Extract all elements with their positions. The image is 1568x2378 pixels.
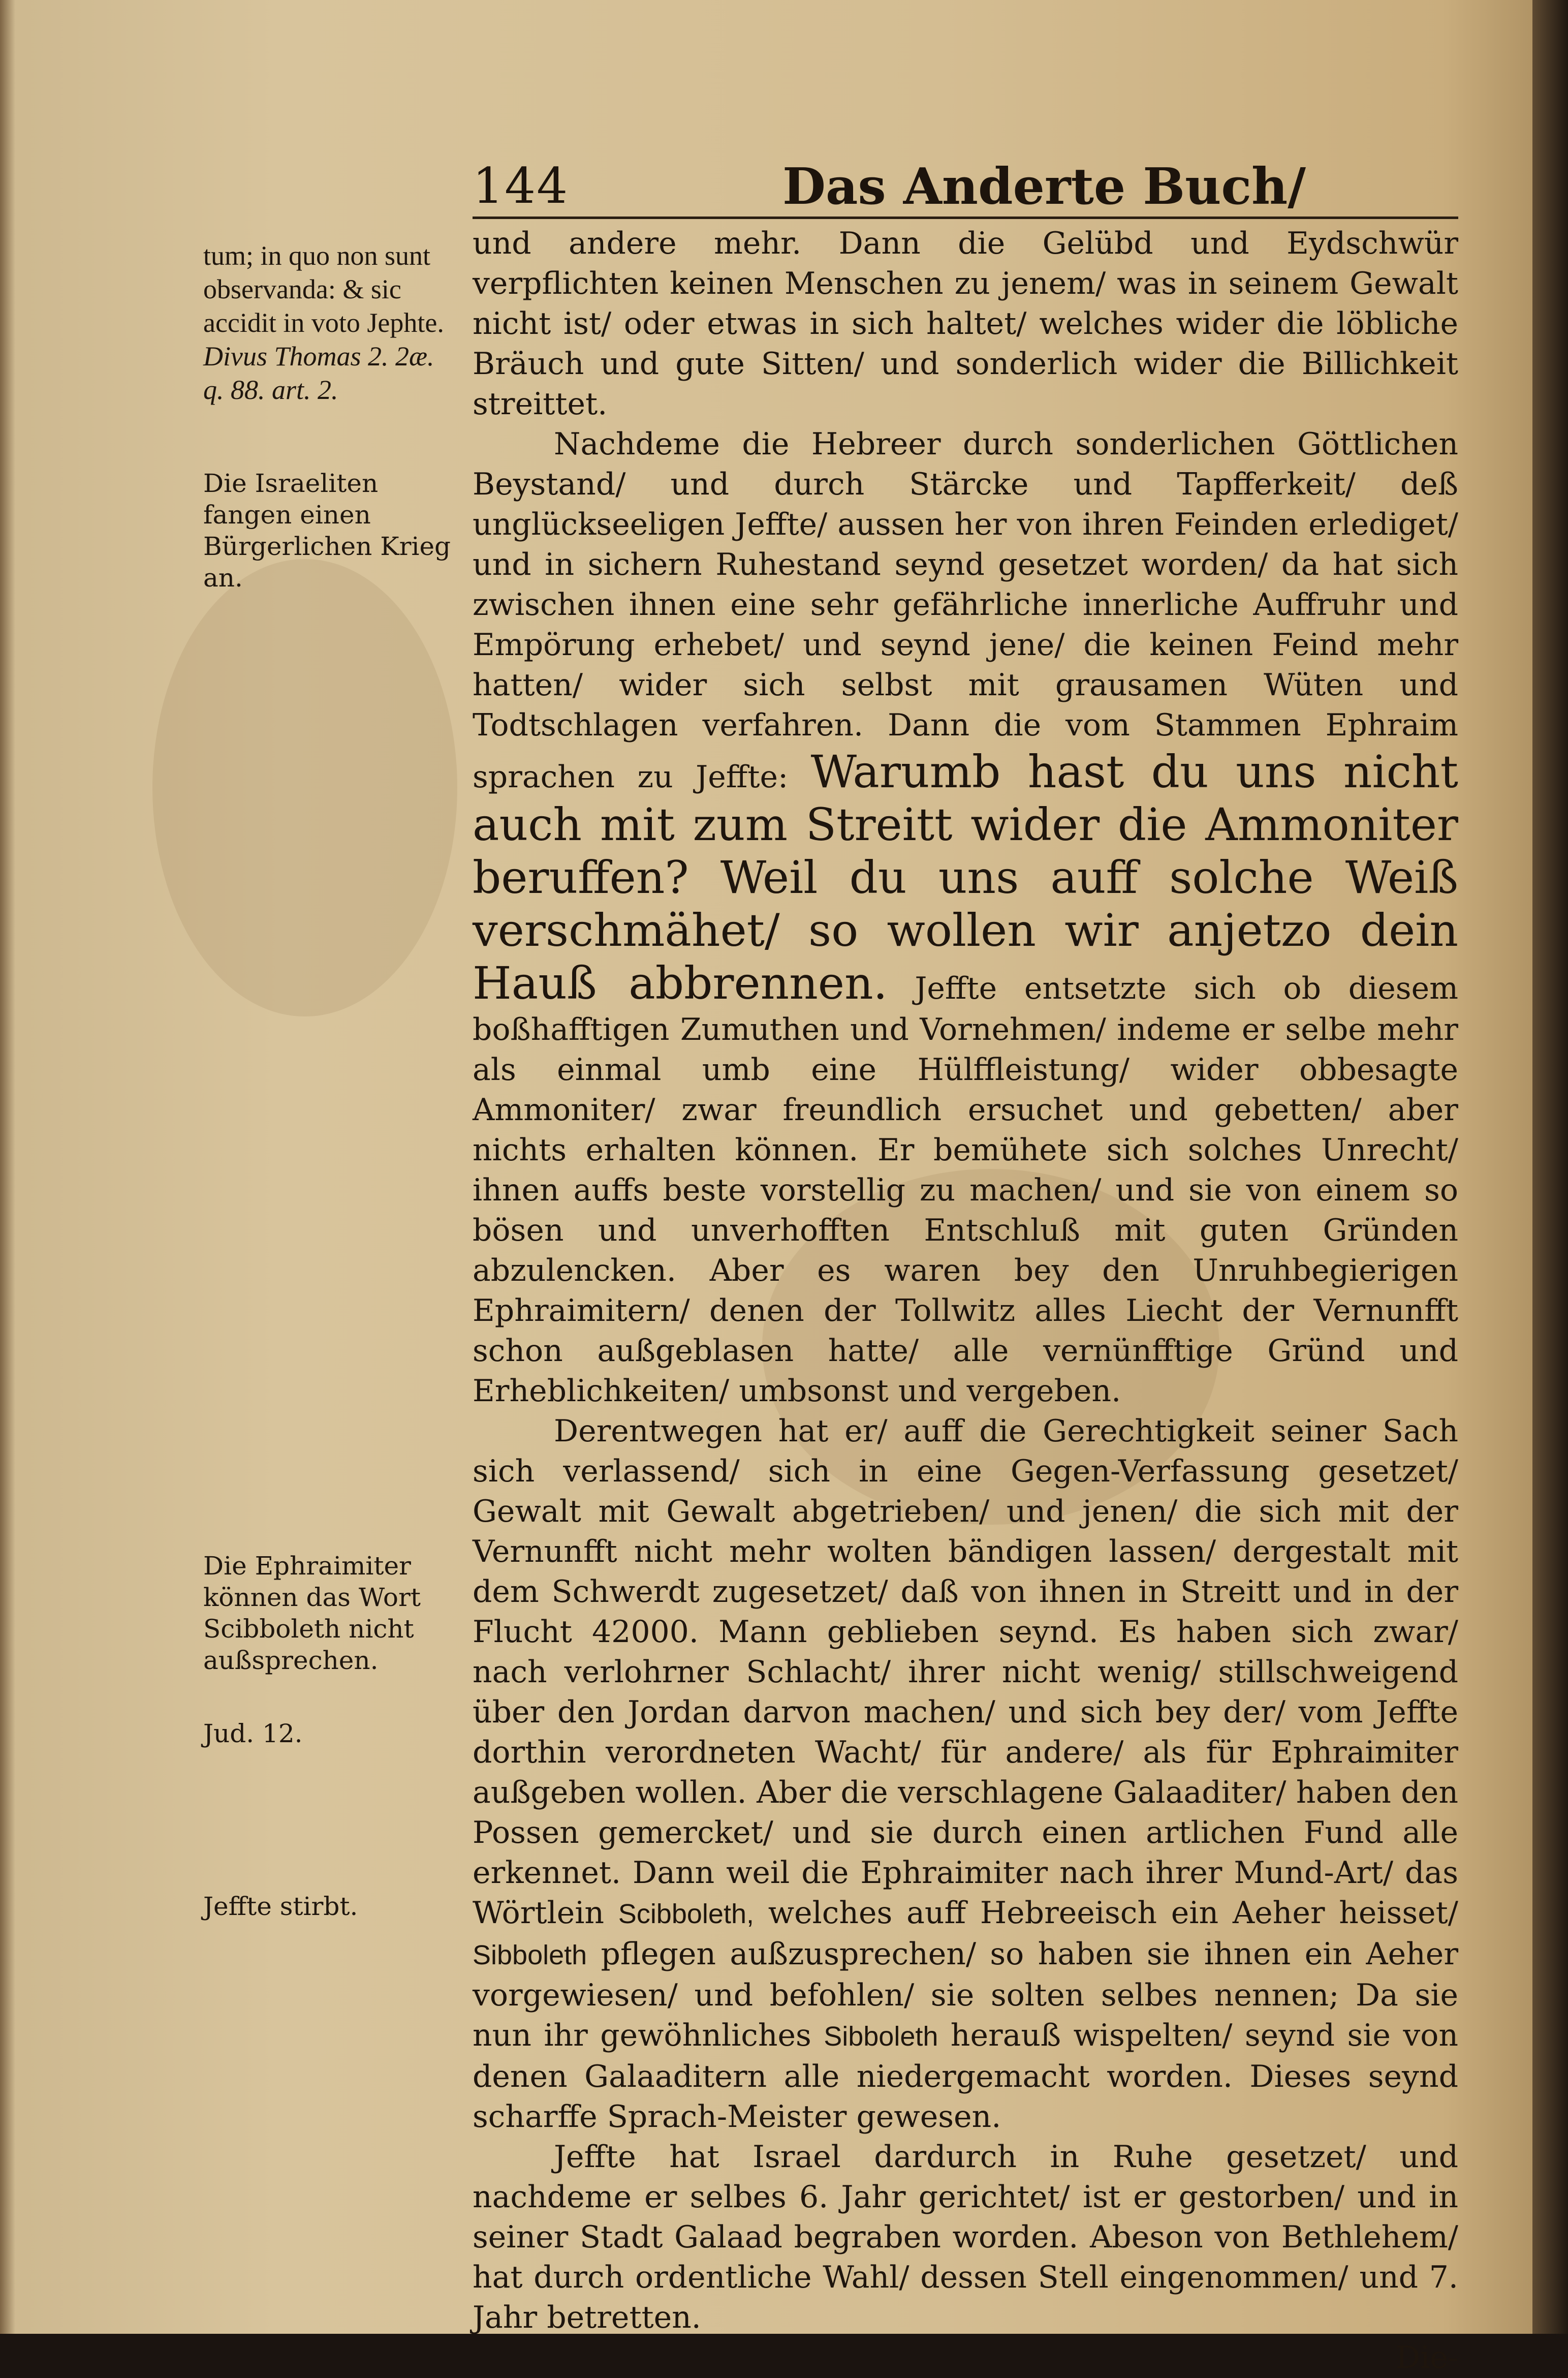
paragraph-3 [473, 1411, 1458, 2137]
paragraph-3-cont3: herauß wispelten/ seynd sie von denen Galaaditern alle niedergemacht worden. Dieses seynd scharffe Sprach-Meister gewesen. [473, 2018, 1458, 2135]
margin-note-text: tum; in quo non sunt observanda: & sic accidit in voto Jephte. [203, 240, 444, 338]
main-text [473, 224, 1458, 2378]
margin-note-citation: Divus Thomas 2. 2æ. q. 88. art. 2. [203, 341, 434, 405]
word-sibboleth-2: Sibboleth [824, 2021, 938, 2052]
margin-note-civil-war: Die Israeliten fangen einen Bürgerlichen Krieg an. [203, 469, 451, 593]
paragraph-2-cont: Jeffte entsetzte sich ob diesem boßhafftigen Zumuthen und Vornehmen/ indeme er selbe mehr als einmal umb eine Hülffleistung/ wider obbesagte Ammoniter/ zwar freundlich ersuchet und gebetten/ aber nichts erhalten können. Er bemühete sich solches Unrecht/ ihnen auffs beste vorstellig zu machen/ und sie von einem so bösen und unverhofften Entschluß mit guten Gründen abzulencken. Aber es waren bey den Unruhbegierigen Ephraimitern/ denen der Tollwitz alles Liecht der Vernunfft schon außgeblasen hatte/ alle vernünfftige Gründ und Erheblichkeiten/ umbsonst und vergeben. [473, 971, 1458, 1409]
paragraph-2-text: Nachdeme die Hebreer durch sonderlichen Göttlichen Beystand/ und durch Stärcke und Tapfferkeit/ deß unglückseeligen Jeffte/ aussen her von ihren Feinden erlediget/ und in sichern Ruhestand seynd gesetzet worden/ da hat sich zwischen ihnen eine sehr gefährliche innerliche Auffruhr und Empörung erhebet/ und seynd jene/ die keinen Feind mehr hatten/ wider sich selbst mit grausamen Wüten und Todtschlagen verfahren. Dann die vom Stammen Ephraim sprachen zu Jeffte: [473, 426, 1458, 795]
paper-stain [152, 559, 457, 1016]
paragraph-3-cont: welches auff Hebreeisch ein Aeher heisset/ [768, 1895, 1459, 1931]
catchword: Die- [1395, 2340, 1458, 2375]
margin-note-latin [203, 239, 452, 407]
paragraph-2 [473, 424, 1458, 1411]
page-header [473, 152, 1458, 216]
ephraimite-quote: Warumb hast du uns nicht auch mit zum Streitt wider die Ammoniter beruffen? Weil du uns auff solche Weiß verschmähet/ so wollen wir anjetzo dein Hauß abbrennen. [473, 746, 1458, 1009]
running-title: Das Anderte Buch/ [782, 158, 1306, 216]
page-edge-shadow [1532, 0, 1568, 2334]
word-scibboleth: Scibboleth, [618, 1899, 754, 1929]
page-gutter-shadow [0, 0, 15, 2334]
margin-note-ephraimites: Die Ephraimiter können das Wort Scibboleth nicht außsprechen. [203, 1551, 421, 1675]
paragraph-3-cont2: pflegen außzusprechen/ so haben sie ihnen ein Aeher vorgewiesen/ und befohlen/ sie solten selbes nennen; Da sie nun ihr gewöhnliches [473, 1936, 1458, 2053]
header-rule [473, 217, 1458, 219]
word-sibboleth: Sibboleth [473, 1940, 587, 1970]
margin-note-reference: Jud. 12. [203, 1719, 303, 1748]
page-number: 144 [473, 158, 569, 214]
paragraph-4: Jeffte hat Israel dardurch in Ruhe gesetzet/ und nachdeme er selbes 6. Jahr gerichtet/ ist er gestorben/ und in seiner Stadt Galaad begraben worden. Abeson von Bethlehem/ hat durch ordentliche Wahl/ dessen Stell eingenommen/ und 7. Jahr betretten. [473, 2139, 1458, 2335]
paragraph-1: und andere mehr. Dann die Gelübd und Eydschwür verpflichten keinen Menschen zu jenem/ was in seinem Gewalt nicht ist/ oder etwas in sich haltet/ welches wider die löbliche Bräuch und gute Sitten/ und sonderlich wider die Billichkeit streittet. [473, 226, 1458, 422]
margin-note-jeffte-dies: Jeffte stirbt. [203, 1892, 358, 1921]
paragraph-3-text: Derentwegen hat er/ auff die Gerechtigkeit seiner Sach sich verlassend/ sich in eine Gegen-Verfassung gesetzet/ Gewalt mit Gewalt abgetrieben/ und jenen/ die sich mit der Vernunfft nicht mehr wolten bändigen lassen/ dergestalt mit dem Schwerdt zugesetzet/ daß von ihnen in Streitt und in der Flucht 42000. Mann geblieben seynd. Es haben sich zwar/ nach verlohrner Schlacht/ ihrer nicht wenig/ stillschweigend über den Jordan darvon machen/ und sich bey der/ vom Jeffte dorthin verordneten Wacht/ für andere/ als für Ephraimiter außgeben wollen. Aber die verschlagene Galaaditer/ haben den Possen gemercket/ und sie durch einen artlichen Fund alle erkennet. Dann weil die Ephraimiter nach ihrer Mund-Art/ das Wörtlein [473, 1413, 1458, 1931]
